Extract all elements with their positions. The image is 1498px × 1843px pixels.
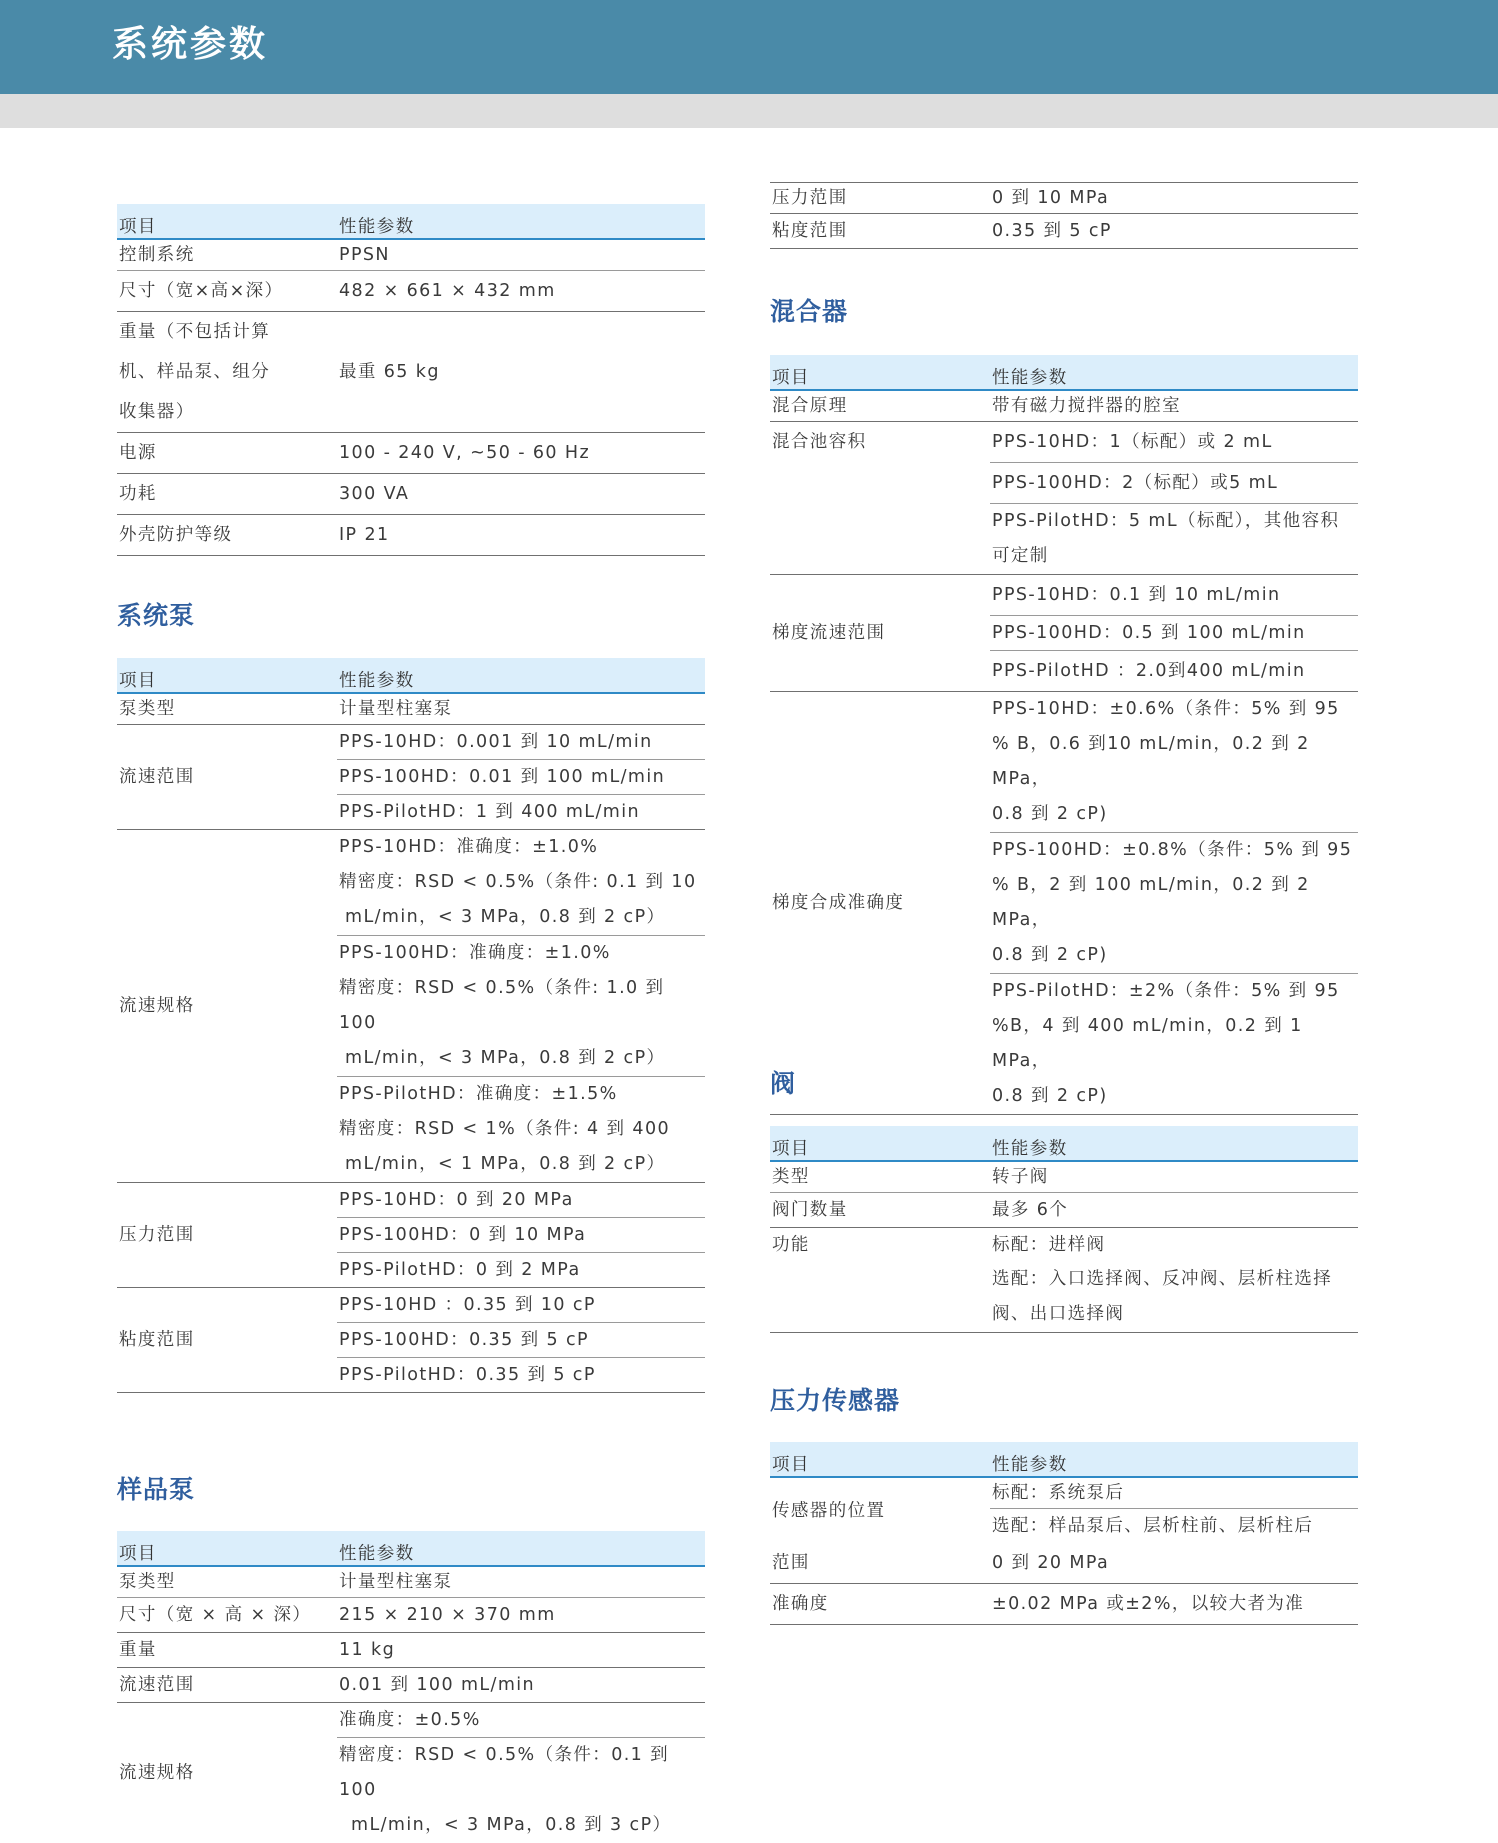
table-cell: 压力范围 xyxy=(117,1183,337,1288)
table-cell: 215 × 210 × 370 mm xyxy=(337,1598,705,1633)
table-cell: 混合池容积 xyxy=(770,422,990,575)
table-cell: 计量型柱塞泵 xyxy=(337,693,705,725)
table-cell: 项目 xyxy=(770,1126,990,1161)
table-cell: PPS-100HD：0.35 到 5 cP xyxy=(337,1323,705,1358)
table-row xyxy=(117,312,705,433)
table-cell: 电源 xyxy=(117,433,337,474)
table-cell: 传感器的位置 xyxy=(770,1477,990,1543)
table-header-row xyxy=(770,1126,1358,1161)
header-bar xyxy=(0,0,1498,94)
table-row xyxy=(117,239,705,271)
mixer-table xyxy=(770,355,1358,1115)
table-cell: 范围 xyxy=(770,1543,990,1584)
table-cell: 流速范围 xyxy=(117,1668,337,1703)
table-cell: PPS-PilotHD：0.35 到 5 cP xyxy=(337,1358,705,1393)
table-cell: 性能参数 xyxy=(990,355,1358,390)
table-row xyxy=(770,1193,1358,1228)
table-row xyxy=(770,1262,1358,1333)
table-row xyxy=(117,725,705,760)
table-cell: 流速规格 xyxy=(117,830,337,1183)
page-title: 系统参数 xyxy=(112,16,268,67)
table-cell: 粘度范围 xyxy=(117,1288,337,1393)
table-cell: 梯度合成准确度 xyxy=(770,692,990,1115)
table-cell: PPS-10HD：0 到 20 MPa xyxy=(337,1183,705,1218)
table-row xyxy=(117,1598,705,1633)
valve-table xyxy=(770,1126,1358,1333)
table-cell: 482 × 661 × 432 mm xyxy=(337,271,705,312)
table-cell: PPS-10HD：0.1 到 10 mL/min xyxy=(990,575,1358,616)
table-row xyxy=(770,575,1358,616)
system-spec-table xyxy=(117,204,705,556)
table-cell: 项目 xyxy=(770,355,990,390)
table-cell: ±0.02 MPa 或±2%，以较大者为准 xyxy=(990,1584,1358,1625)
table-cell: 准确度：±0.5% xyxy=(337,1703,705,1738)
sample-pump-continued-table xyxy=(770,182,1358,249)
table-row xyxy=(117,271,705,312)
table-row xyxy=(117,1633,705,1668)
table-cell: 标配：进样阀 xyxy=(990,1228,1358,1263)
table-cell: PPS-100HD：0.01 到 100 mL/min xyxy=(337,760,705,795)
table-row xyxy=(117,515,705,556)
table-header-row xyxy=(770,355,1358,390)
header-item: 项目 xyxy=(117,204,337,239)
table-cell: PPS-100HD：2（标配）或5 mL xyxy=(990,463,1358,504)
section-title-system-pump: 系统泵 xyxy=(117,596,195,632)
table-row xyxy=(770,692,1358,833)
table-cell: 0 到 10 MPa xyxy=(990,183,1358,214)
table-header-row xyxy=(117,658,705,693)
table-cell: PPS-10HD：±0.6%（条件：5% 到 95 % B，0.6 到10 mL/min，0.2 到 2 MPa， 0.8 到 2 cP) xyxy=(990,692,1358,833)
table-cell: PPS-100HD：0.5 到 100 mL/min xyxy=(990,616,1358,651)
table-cell: 0 到 20 MPa xyxy=(990,1543,1358,1584)
table-cell: PPS-PilotHD ：2.0到400 mL/min xyxy=(990,651,1358,692)
table-cell: 性能参数 xyxy=(990,1442,1358,1477)
table-cell: 控制系统 xyxy=(117,239,337,271)
table-cell: 计量型柱塞泵 xyxy=(337,1566,705,1598)
table-cell: 梯度流速范围 xyxy=(770,575,990,692)
section-title-valve: 阀 xyxy=(770,1064,796,1100)
table-header-row xyxy=(770,1442,1358,1477)
table-cell: PPS-100HD：准确度：±1.0% 精密度：RSD < 0.5%（条件: 1.0 到 100 mL/min，< 3 MPa，0.8 到 2 cP） xyxy=(337,936,705,1077)
section-title-pressure-sensor: 压力传感器 xyxy=(770,1381,900,1417)
table-cell: PPS-100HD：0 到 10 MPa xyxy=(337,1218,705,1253)
table-row xyxy=(770,1228,1358,1263)
table-row xyxy=(117,474,705,515)
table-cell: 选配：样品泵后、层析柱前、层析柱后 xyxy=(990,1509,1358,1544)
table-row xyxy=(770,1477,1358,1509)
table-cell: 项目 xyxy=(117,1531,337,1566)
table-cell: 压力范围 xyxy=(770,183,990,214)
table-cell: 功耗 xyxy=(117,474,337,515)
table-cell: 300 VA xyxy=(337,474,705,515)
table-row xyxy=(117,1288,705,1323)
table-cell: 尺寸（宽 × 高 × 深） xyxy=(117,1598,337,1633)
sample-pump-table xyxy=(117,1531,705,1843)
table-cell: 泵类型 xyxy=(117,1566,337,1598)
table-row xyxy=(117,1183,705,1218)
system-pump-table xyxy=(117,658,705,1393)
table-cell: 混合原理 xyxy=(770,390,990,422)
table-cell: 精密度：RSD < 0.5%（条件：0.1 到 100 mL/min，< 3 MPa，0.8 到 3 cP） xyxy=(337,1738,705,1843)
table-cell: PPS-PilotHD：1 到 400 mL/min xyxy=(337,795,705,830)
header-stripe xyxy=(0,94,1498,128)
table-cell: 泵类型 xyxy=(117,693,337,725)
table-cell: PPS-PilotHD：±2%（条件：5% 到 95 %B，4 到 400 mL/min，0.2 到 1 MPa， 0.8 到 2 cP) xyxy=(990,974,1358,1115)
table-row xyxy=(117,433,705,474)
table-cell: PPS-PilotHD：5 mL（标配），其他容积 可定制 xyxy=(990,504,1358,575)
table-cell: PPS-PilotHD：0 到 2 MPa xyxy=(337,1253,705,1288)
table-row xyxy=(770,390,1358,422)
table-cell: 项目 xyxy=(117,658,337,693)
table-cell: 最多 6个 xyxy=(990,1193,1358,1228)
table-cell: 重量（不包括计算 机、样品泵、组分 收集器） xyxy=(117,312,337,433)
table-cell: 性能参数 xyxy=(990,1126,1358,1161)
table-cell: 0.35 到 5 cP xyxy=(990,214,1358,249)
table-cell: 性能参数 xyxy=(337,1531,705,1566)
table-cell: 最重 65 kg xyxy=(337,312,705,433)
table-cell: 尺寸（宽×高×深） xyxy=(117,271,337,312)
table-cell: IP 21 xyxy=(337,515,705,556)
table-cell: 项目 xyxy=(770,1442,990,1477)
pressure-sensor-table xyxy=(770,1442,1358,1625)
table-cell: 选配：入口选择阀、反冲阀、层析柱选择 阀、出口选择阀 xyxy=(990,1262,1358,1333)
section-title-sample-pump: 样品泵 xyxy=(117,1470,195,1506)
table-row xyxy=(770,183,1358,214)
table-row xyxy=(770,1543,1358,1584)
table-cell: 性能参数 xyxy=(337,658,705,693)
table-cell: PPS-PilotHD：准确度：±1.5% 精密度：RSD < 1%（条件: 4 到 400 mL/min，< 1 MPa，0.8 到 2 cP） xyxy=(337,1077,705,1183)
table-row xyxy=(117,1703,705,1738)
table-cell: 粘度范围 xyxy=(770,214,990,249)
table-cell xyxy=(770,1262,990,1333)
table-cell: 功能 xyxy=(770,1228,990,1263)
table-cell: 11 kg xyxy=(337,1633,705,1668)
table-cell: 类型 xyxy=(770,1161,990,1193)
section-title-mixer: 混合器 xyxy=(770,292,848,328)
table-row xyxy=(117,1668,705,1703)
table-cell: 标配：系统泵后 xyxy=(990,1477,1358,1509)
table-row xyxy=(117,1566,705,1598)
table-cell: 带有磁力搅拌器的腔室 xyxy=(990,390,1358,422)
table-cell: 转子阀 xyxy=(990,1161,1358,1193)
table-cell: PPS-10HD：1（标配）或 2 mL xyxy=(990,422,1358,463)
table-row xyxy=(770,214,1358,249)
table-cell: PPS-10HD ：0.35 到 10 cP xyxy=(337,1288,705,1323)
table-cell: PPS-100HD：±0.8%（条件：5% 到 95 % B，2 到 100 mL/min，0.2 到 2 MPa， 0.8 到 2 cP) xyxy=(990,833,1358,974)
table-cell: 流速范围 xyxy=(117,725,337,830)
table-row xyxy=(117,693,705,725)
table-cell: 流速规格 xyxy=(117,1703,337,1843)
table-cell: PPSN xyxy=(337,239,705,271)
header-param: 性能参数 xyxy=(337,204,705,239)
table-cell: 重量 xyxy=(117,1633,337,1668)
table-row xyxy=(770,1584,1358,1625)
table-cell: 0.01 到 100 mL/min xyxy=(337,1668,705,1703)
table-cell: PPS-10HD：0.001 到 10 mL/min xyxy=(337,725,705,760)
table-row xyxy=(117,830,705,936)
table-cell: PPS-10HD：准确度：±1.0% 精密度：RSD < 0.5%（条件: 0.1 到 10 mL/min，< 3 MPa，0.8 到 2 cP） xyxy=(337,830,705,936)
table-header-row xyxy=(117,204,705,239)
table-row xyxy=(770,1161,1358,1193)
table-row xyxy=(770,422,1358,463)
table-header-row xyxy=(117,1531,705,1566)
table-cell: 准确度 xyxy=(770,1584,990,1625)
table-cell: 外壳防护等级 xyxy=(117,515,337,556)
table-cell: 100 - 240 V, ~50 - 60 Hz xyxy=(337,433,705,474)
table-cell: 阀门数量 xyxy=(770,1193,990,1228)
